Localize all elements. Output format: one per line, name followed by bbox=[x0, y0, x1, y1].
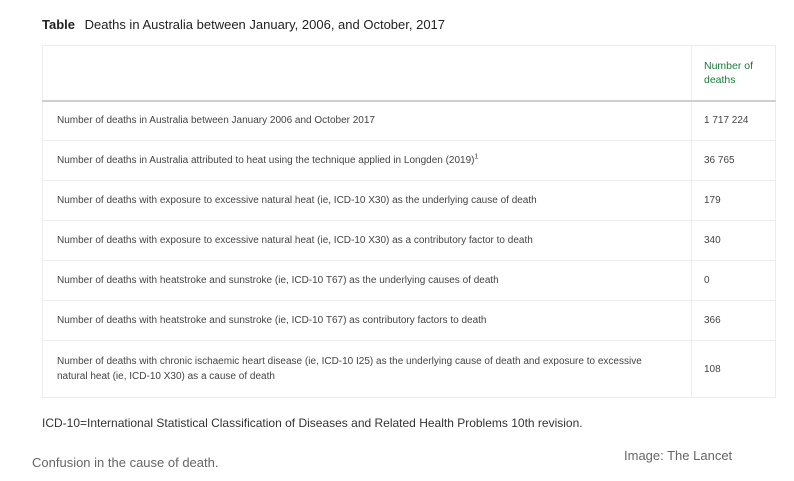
row-value: 108 bbox=[692, 341, 776, 398]
table-row bbox=[43, 341, 776, 398]
row-description-text: Number of deaths with chronic ischaemic heart disease (ie, ICD-10 I25) as the underlying cause of death and exposure to excessive natural heat (ie, ICD-10 X30) as a cause of death bbox=[57, 356, 642, 382]
row-description bbox=[43, 261, 692, 301]
table-row bbox=[43, 301, 776, 341]
row-description-text: Number of deaths in Australia attributed to heat using the technique applied in Longden (2019) bbox=[57, 155, 475, 166]
table-title-text: Deaths in Australia between January, 2006, and October, 2017 bbox=[84, 17, 446, 32]
row-description bbox=[43, 141, 692, 181]
deaths-table bbox=[42, 45, 776, 398]
row-description bbox=[43, 221, 692, 261]
table-row bbox=[43, 141, 776, 181]
table-row bbox=[43, 101, 776, 141]
table-row bbox=[43, 221, 776, 261]
number-column-header: Number of deaths bbox=[692, 46, 776, 101]
table-row bbox=[43, 181, 776, 221]
table-row bbox=[43, 261, 776, 301]
row-description bbox=[43, 301, 692, 341]
row-value: 340 bbox=[692, 221, 776, 261]
row-value: 179 bbox=[692, 181, 776, 221]
row-description-text: Number of deaths with exposure to excessive natural heat (ie, ICD-10 X30) as a contributory factor to death bbox=[57, 235, 533, 246]
row-description bbox=[43, 181, 692, 221]
row-description-text: Number of deaths in Australia between January 2006 and October 2017 bbox=[57, 115, 375, 127]
reference-superscript[interactable]: 1 bbox=[474, 153, 479, 161]
description-column-header bbox=[43, 46, 692, 101]
row-value: 366 bbox=[692, 301, 776, 341]
table-title bbox=[42, 17, 445, 32]
table-label: Table bbox=[42, 17, 75, 32]
image-credit: Image: The Lancet bbox=[624, 448, 733, 463]
row-description bbox=[43, 101, 692, 141]
row-description bbox=[43, 341, 692, 398]
image-caption: Confusion in the cause of death. bbox=[32, 455, 219, 470]
row-value: 1 717 224 bbox=[692, 101, 776, 141]
row-value: 36 765 bbox=[692, 141, 776, 181]
row-description-text: Number of deaths with heatstroke and sunstroke (ie, ICD-10 T67) as contributory factors to death bbox=[57, 315, 487, 326]
table-footnote: ICD-10=International Statistical Classification of Diseases and Related Health Problems 10th revision. bbox=[42, 416, 583, 430]
row-description-text: Number of deaths with heatstroke and sunstroke (ie, ICD-10 T67) as the underlying causes of death bbox=[57, 275, 499, 286]
row-description-text: Number of deaths with exposure to excessive natural heat (ie, ICD-10 X30) as the underlying cause of death bbox=[57, 195, 537, 206]
row-value: 0 bbox=[692, 261, 776, 301]
table-header-row bbox=[43, 46, 776, 101]
table-container bbox=[42, 45, 776, 398]
